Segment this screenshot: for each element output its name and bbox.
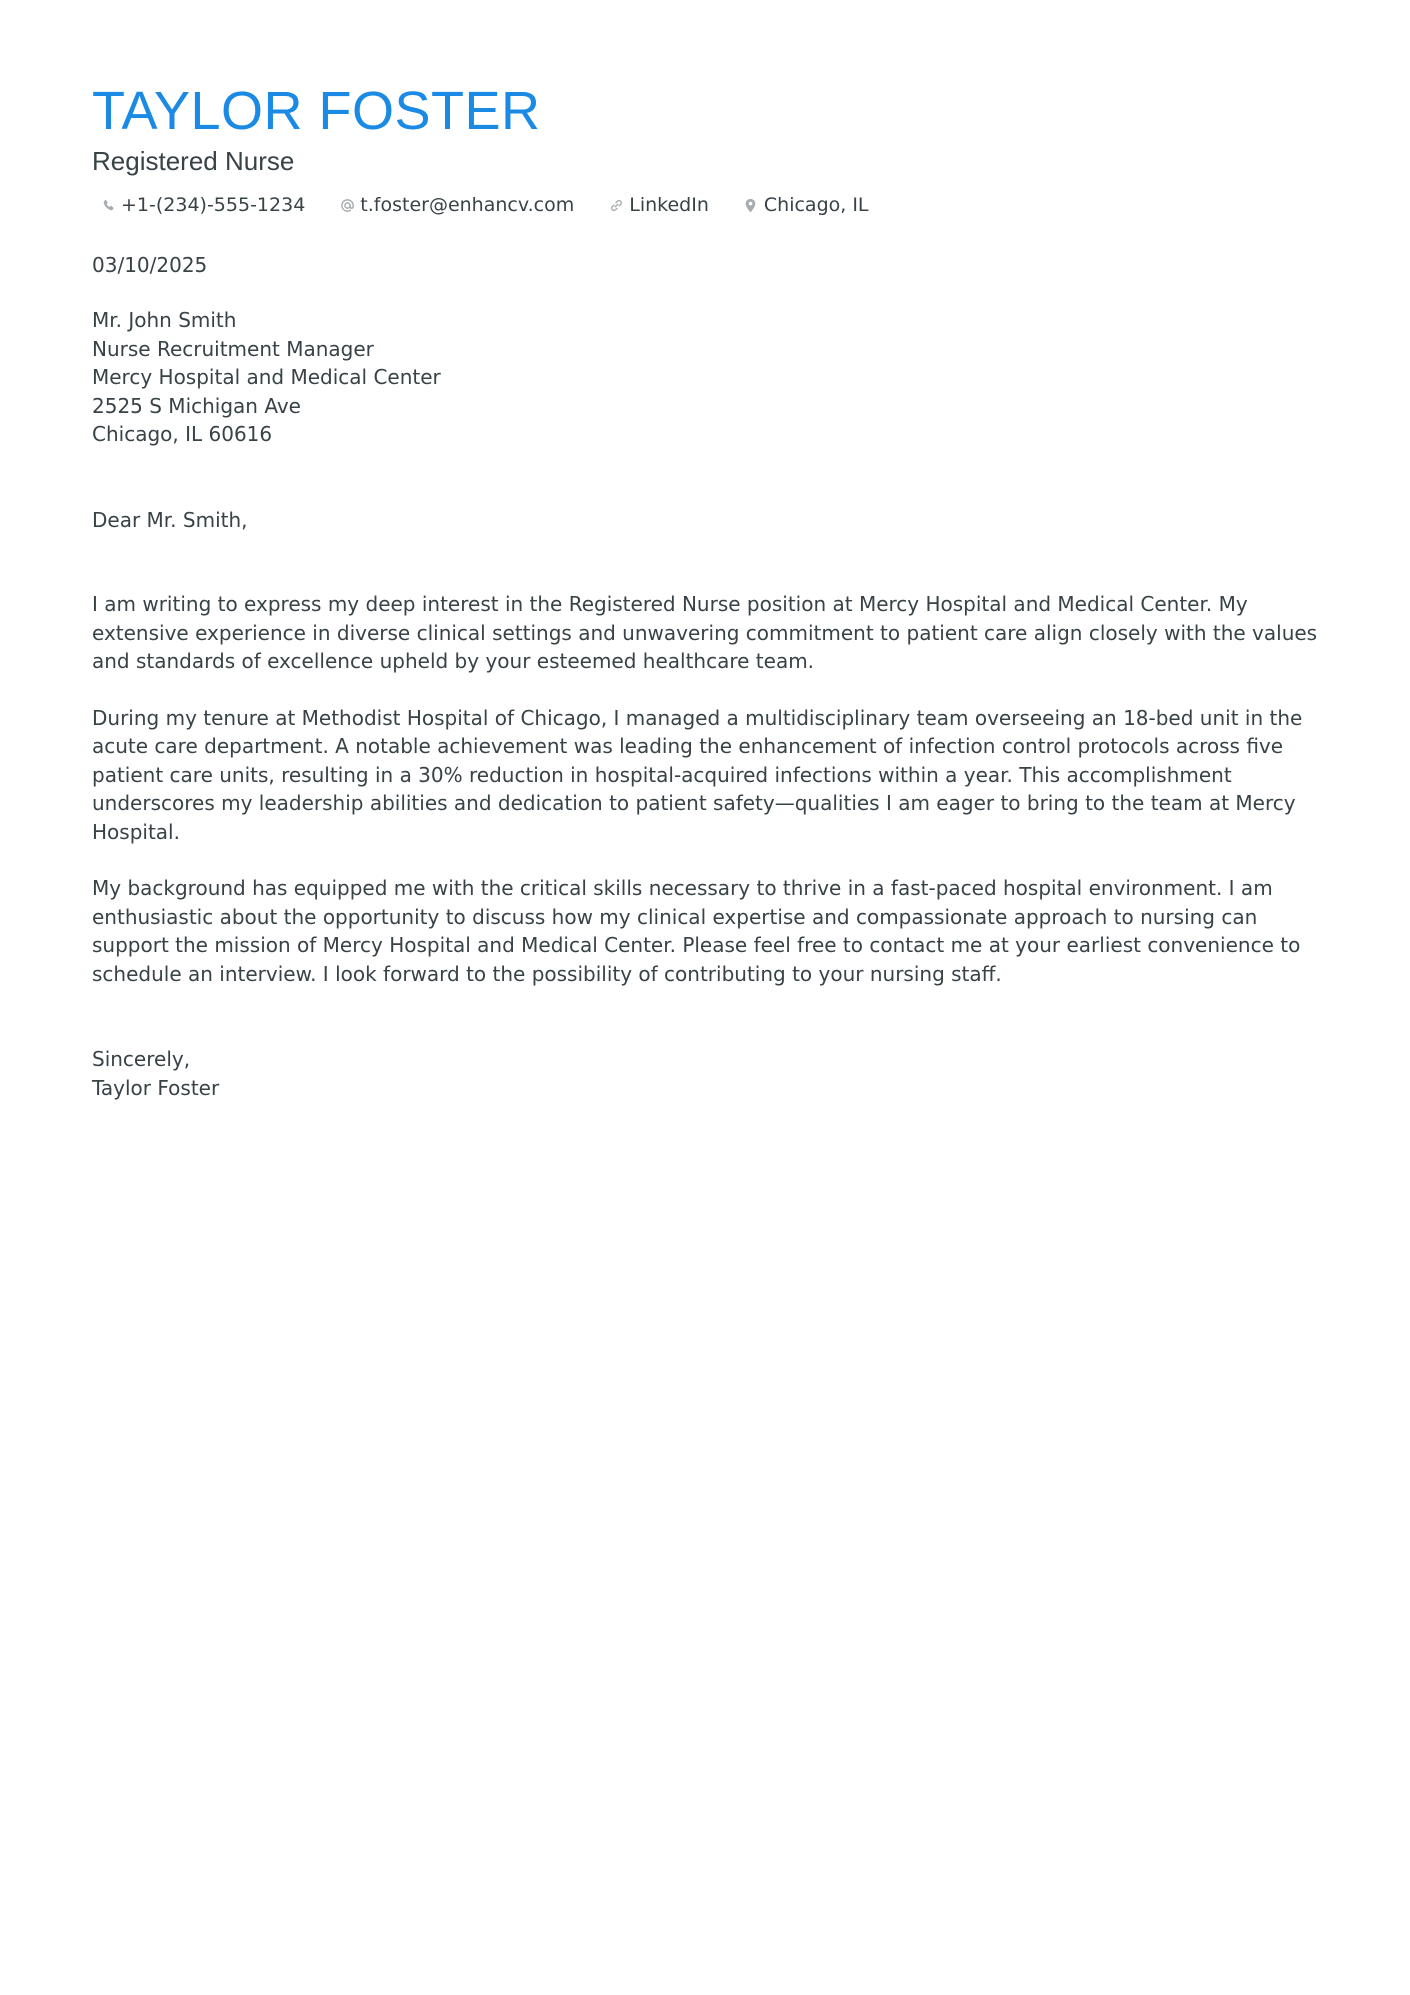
- closing-block: [92, 1045, 1332, 1102]
- recipient-block: [92, 306, 1332, 449]
- body-paragraph: During my tenure at Methodist Hospital of Chicago, I managed a multidisciplinary team overseeing an 18-bed unit in the acute care department. A notable achievement was leading the enhancement of infection control protocols across five patient care units, resulting in a 30% reduction in hospital-acquired infections within a year. This accomplishment underscores my leadership abilities and dedication to patient safety—qualities I am eager to bring to the team at Mercy Hospital.: [92, 705, 1303, 844]
- recipient-street: 2525 S Michigan Ave: [92, 393, 301, 418]
- applicant-role: Registered Nurse: [92, 146, 295, 176]
- contact-linkedin[interactable]: [600, 194, 709, 216]
- applicant-name: TAYLOR FOSTER: [92, 81, 541, 141]
- link-icon: [608, 197, 624, 213]
- phone-icon: [100, 197, 116, 213]
- body-paragraph: My background has equipped me with the critical skills necessary to thrive in a fast-paced hospital environment. I am enthusiastic about the opportunity to discuss how my clinical expertise and compassionate approach to nursing can support the mission of Mercy Hospital and Medical Center. Please feel free to contact me at your earliest convenience to schedule an interview. I look forward to the possibility of contributing to your nursing staff.: [92, 876, 1301, 986]
- phone-text: +1-(234)-555-1234: [121, 194, 306, 216]
- recipient-city: Chicago, IL 60616: [92, 422, 273, 446]
- closing-phrase: Sincerely,: [92, 1047, 191, 1071]
- email-text: t.foster@enhancv.com: [360, 194, 575, 216]
- linkedin-text: LinkedIn: [629, 194, 709, 216]
- signature-name: Taylor Foster: [92, 1075, 220, 1100]
- contact-email[interactable]: [331, 194, 574, 216]
- contact-phone[interactable]: [92, 194, 305, 216]
- at-icon: [339, 197, 355, 213]
- location-text: Chicago, IL: [763, 194, 869, 216]
- salutation: Dear Mr. Smith,: [92, 507, 248, 532]
- contact-location: [735, 194, 869, 216]
- contact-bar: [92, 190, 1332, 220]
- recipient-title: Nurse Recruitment Manager: [92, 336, 374, 361]
- recipient-organization: Mercy Hospital and Medical Center: [92, 365, 441, 389]
- recipient-name: Mr. John Smith: [92, 308, 237, 332]
- letter-body: [92, 590, 1332, 988]
- body-paragraph: I am writing to express my deep interest in the Registered Nurse position at Mercy Hospital and Medical Center. My extensive experience in diverse clinical settings and unwavering commitment to patient care align closely with the values and standards of excellence upheld by your esteemed healthcare team.: [92, 592, 1318, 673]
- letter-date: 03/10/2025: [92, 253, 208, 277]
- map-pin-icon: [743, 197, 759, 213]
- cover-letter: [92, 78, 1332, 1102]
